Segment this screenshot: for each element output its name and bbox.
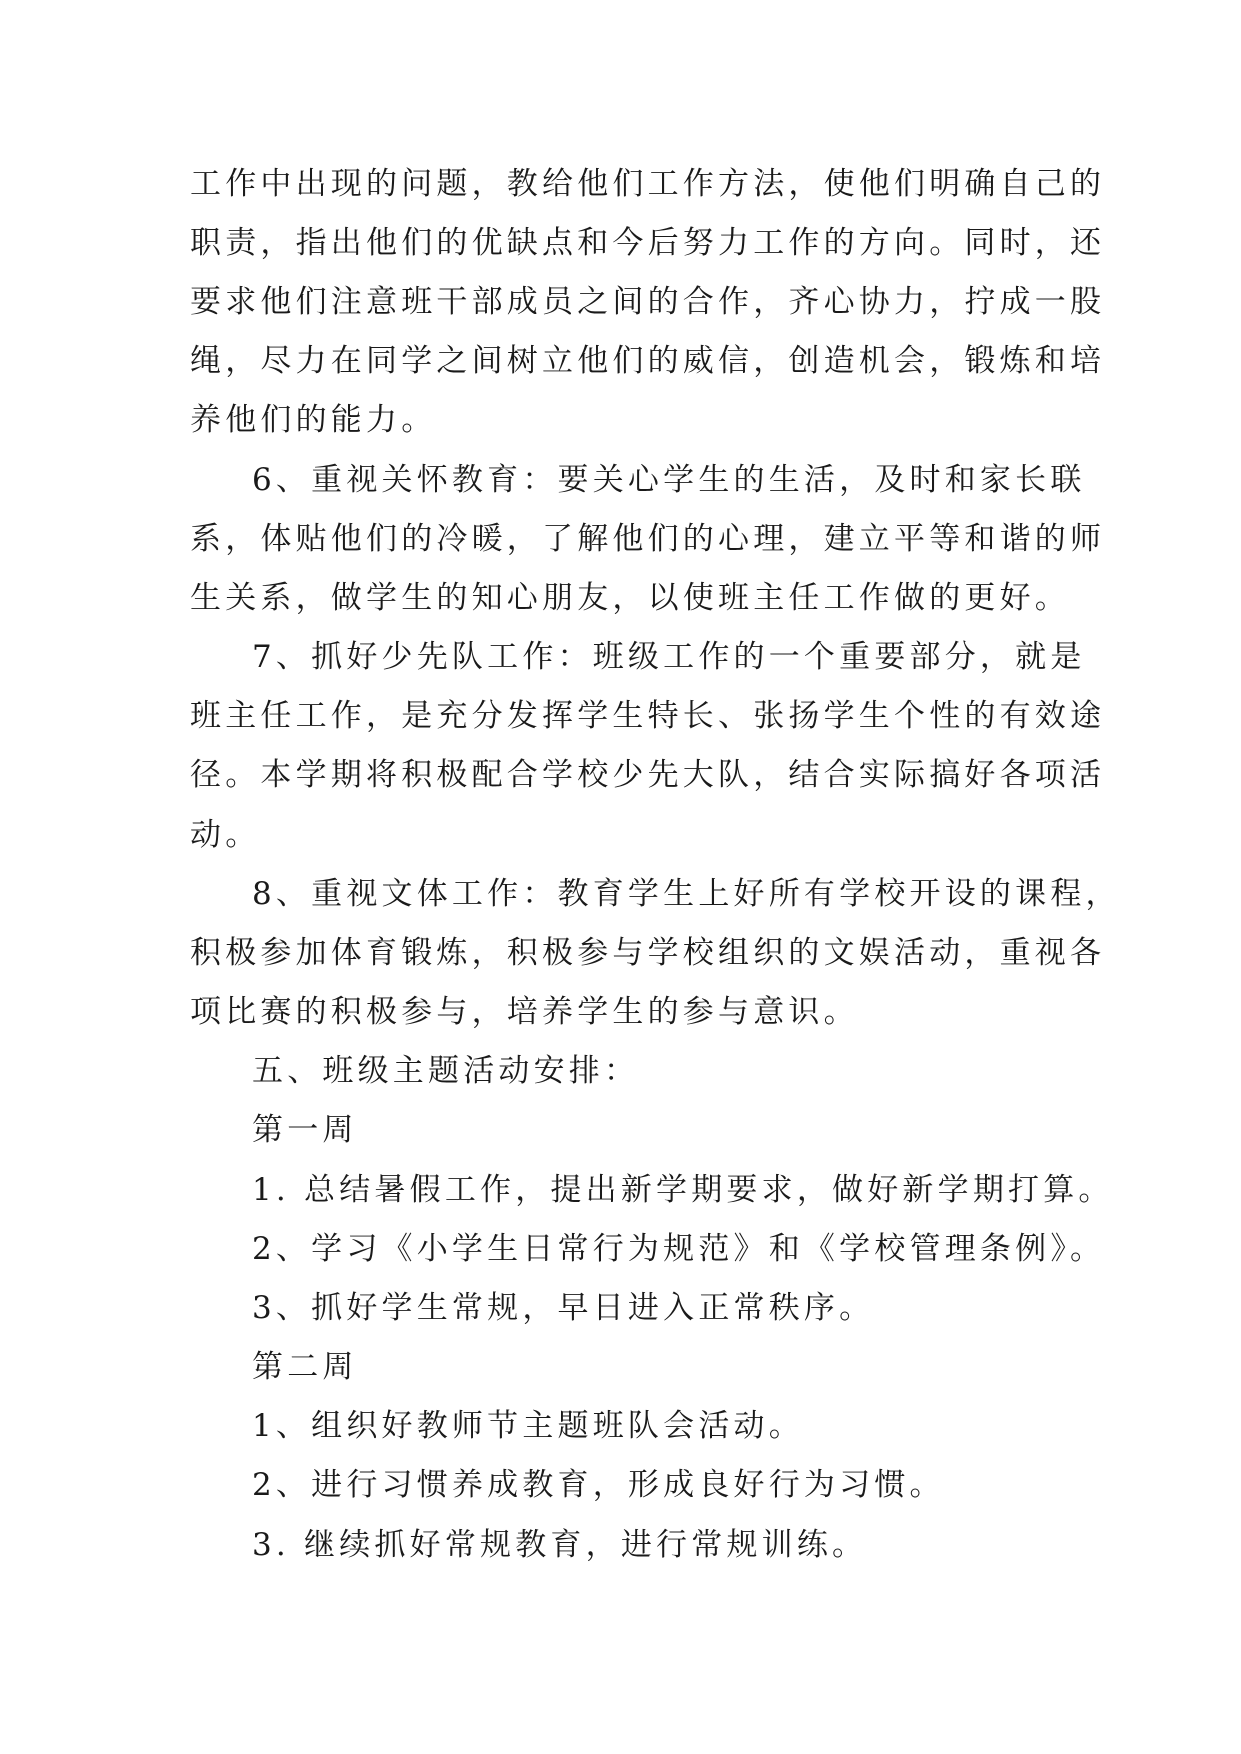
text-line: 班主任工作，是充分发挥学生特长、张扬学生个性的有效途 bbox=[190, 698, 1106, 734]
text-line: 径。本学期将积极配合学校少先大队，结合实际搞好各项活 bbox=[190, 757, 1106, 793]
text-line: 绳，尽力在同学之间树立他们的威信，创造机会，锻炼和培 bbox=[190, 343, 1106, 379]
text-line: 职责，指出他们的优缺点和今后努力工作的方向。同时，还 bbox=[190, 225, 1106, 261]
paragraph-8-start: 8、重视文体工作：教育学生上好所有学校开设的课程， bbox=[252, 876, 1121, 912]
list-item: 1. 总结暑假工作，提出新学期要求，做好新学期打算。 bbox=[252, 1172, 1114, 1208]
text-line: 项比赛的积极参与，培养学生的参与意识。 bbox=[190, 994, 859, 1030]
text-line: 积极参加体育锻炼，积极参与学校组织的文娱活动，重视各 bbox=[190, 935, 1106, 971]
section-heading: 五、班级主题活动安排： bbox=[252, 1053, 640, 1089]
text-line: 工作中出现的问题，教给他们工作方法，使他们明确自己的 bbox=[190, 166, 1106, 202]
text-line: 动。 bbox=[190, 817, 261, 853]
text-line: 养他们的能力。 bbox=[190, 402, 437, 438]
week-heading: 第一周 bbox=[252, 1112, 358, 1148]
list-item: 2、进行习惯养成教育，形成良好行为习惯。 bbox=[252, 1467, 945, 1503]
list-item: 2、学习《小学生日常行为规范》和《学校管理条例》。 bbox=[252, 1231, 1106, 1267]
list-item: 3、抓好学生常规，早日进入正常秩序。 bbox=[252, 1290, 875, 1326]
text-line: 系，体贴他们的冷暖，了解他们的心理，建立平等和谐的师 bbox=[190, 521, 1106, 557]
text-line: 要求他们注意班干部成员之间的合作，齐心协力，拧成一股 bbox=[190, 284, 1106, 320]
paragraph-6-start: 6、重视关怀教育：要关心学生的生活，及时和家长联 bbox=[252, 462, 1086, 498]
text-line: 生关系，做学生的知心朋友，以使班主任工作做的更好。 bbox=[190, 580, 1070, 616]
paragraph-7-start: 7、抓好少先队工作：班级工作的一个重要部分，就是 bbox=[252, 639, 1086, 675]
week-heading: 第二周 bbox=[252, 1349, 358, 1385]
list-item: 3. 继续抓好常规教育，进行常规训练。 bbox=[252, 1527, 868, 1563]
list-item: 1、组织好教师节主题班队会活动。 bbox=[252, 1408, 804, 1444]
